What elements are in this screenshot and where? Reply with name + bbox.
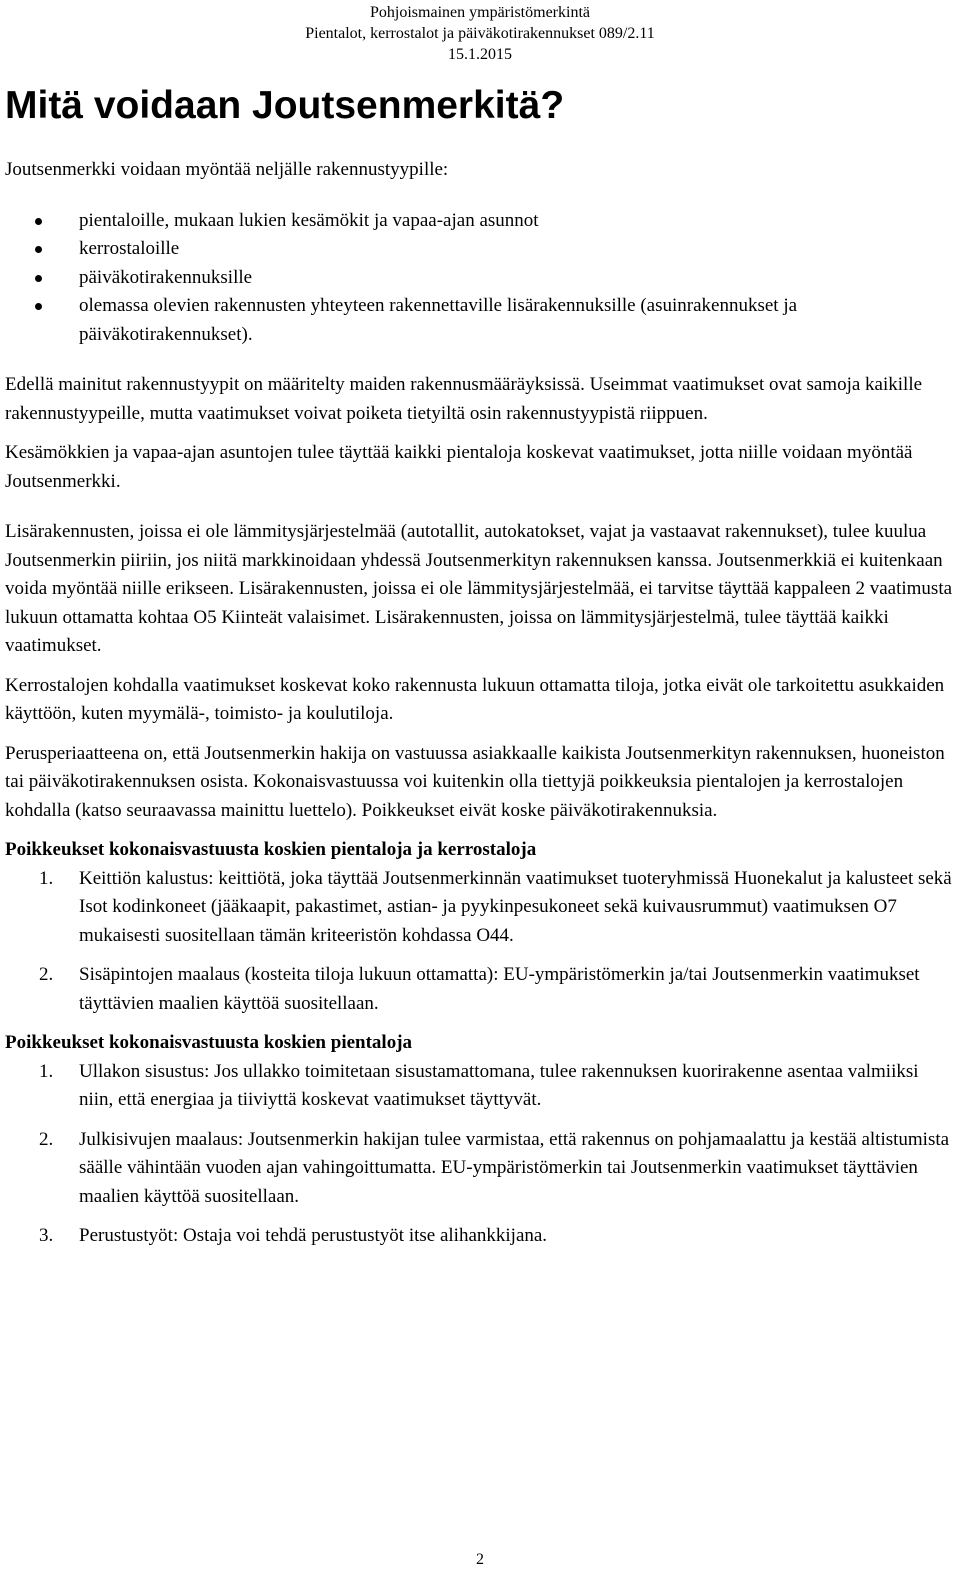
page-title: Mitä voidaan Joutsenmerkitä? — [5, 84, 565, 127]
exceptions-list-all — [5, 865, 955, 1019]
page-header — [250, 2, 710, 65]
building-types-list — [5, 207, 955, 350]
list-item-text: Ullakon sisustus: Jos ullakko toimitetaan sisustamattomana, tulee rakennuksen kuorirakenne asentaa valmiiksi niin, että energiaa ja tiiviyttä koskevat vaatimukset täyttyvät. — [79, 1060, 919, 1110]
intro-paragraph: Joutsenmerkki voidaan myöntää neljälle rakennustyypille: — [5, 159, 449, 180]
paragraph: Lisärakennusten, joissa ei ole lämmitysjärjestelmää (autotallit, autokatokset, vajat ja vastaavat rakennukset), tulee kuulua Joutsenmerkin piiriin, jos niitä markkinoidaan yhdessä Joutsenmerkityn rakennuksen kanssa. Joutsenmerkkiä ei kuitenkaan voida myöntää niille erikseen. Lisärakennusten, joissa ei ole lämmitysjärjestelmää, ei tarvitse täyttää kappaleen 2 vaatimusta lukuun ottamatta kohtaa O5 Kiinteät valaisimet. Lisärakennusten, joissa on lämmitysjärjestelmä, tulee täyttää kaikki vaatimukset. — [5, 521, 953, 656]
bullet-icon — [35, 303, 42, 310]
list-item-text: pientaloille, mukaan lukien kesämökit ja vapaa-ajan asunnot — [79, 209, 539, 231]
list-item-text: olemassa olevien rakennusten yhteyteen rakennettaville lisärakennuksille (asuinrakennukset ja päiväkotirakennukset). — [79, 295, 798, 345]
list-item-text: Julkisivujen maalaus: Joutsenmerkin hakijan tulee varmistaa, että rakennus on pohjamaalattu ja kestää altistumista säälle vähintään vuoden ajan vahingoittumatta. EU-ympäristömerkin tai Joutsenmerkin vaatimukset täyttävien maalien käyttöä suositellaan. — [79, 1128, 950, 1207]
exceptions-list-detached — [5, 1058, 955, 1251]
document-body — [5, 156, 955, 1262]
bullet-icon — [35, 275, 42, 282]
list-item — [5, 207, 955, 236]
header-date: 15.1.2015 — [448, 46, 512, 63]
list-item-text: päiväkotirakennuksille — [79, 266, 253, 288]
list-item-number: 2. — [39, 1128, 54, 1150]
list-item — [5, 1222, 955, 1251]
bullet-icon — [35, 246, 42, 253]
page-number: 2 — [476, 1551, 484, 1568]
list-item — [5, 1058, 955, 1115]
list-item — [5, 235, 955, 264]
list-item-number: 1. — [39, 867, 54, 889]
header-criteria-document: Pientalot, kerrostalot ja päiväkotirakennukset 089/2.11 — [305, 25, 655, 42]
list-item — [5, 961, 955, 1018]
list-item-text: Sisäpintojen maalaus (kosteita tiloja lukuun ottamatta): EU-ympäristömerkin ja/tai Joutsenmerkin vaatimukset täyttävien maalien käyttöä suositellaan. — [79, 964, 920, 1014]
list-item-number: 1. — [39, 1060, 54, 1082]
list-item-number: 2. — [39, 964, 54, 985]
list-item — [5, 1126, 955, 1212]
header-organization: Pohjoismainen ympäristömerkintä — [370, 4, 590, 21]
bullet-icon — [35, 218, 42, 225]
paragraph: Kesämökkien ja vapaa-ajan asuntojen tulee täyttää kaikki pientaloja koskevat vaatimukset, jotta niille voidaan myöntää Joutsenmerkki. — [5, 442, 913, 492]
section-heading: Poikkeukset kokonaisvastuusta koskien pientaloja — [5, 1032, 413, 1053]
paragraph: Edellä mainitut rakennustyypit on määritelty maiden rakennusmääräyksissä. Useimmat vaatimukset ovat samoja kaikille rakennustyypeille, mutta vaatimukset voivat poiketa tietyiltä osin rakennustyypistä riippuen. — [5, 374, 923, 424]
list-item-text: Perustustyöt: Ostaja voi tehdä perustustyöt itse alihankkijana. — [79, 1225, 548, 1246]
list-item — [5, 292, 955, 349]
list-item — [5, 264, 955, 293]
list-item — [5, 865, 955, 951]
paragraph: Kerrostalojen kohdalla vaatimukset koskevat koko rakennusta lukuun ottamatta tiloja, jotka eivät ole tarkoitettu asukkaiden käyttöön, kuten myymälä-, toimisto- ja koulutiloja. — [5, 674, 945, 724]
paragraph: Perusperiaatteena on, että Joutsenmerkin hakija on vastuussa asiakkaalle kaikista Joutsenmerkityn rakennuksen, huoneiston tai päiväkotirakennuksen osista. Kokonaisvastuussa voi kuitenkin olla tiettyjä poikkeuksia pientalojen ja kerrostalojen kohdalla (katso seuraavassa mainittu luettelo). Poikkeukset eivät koske päiväkotirakennuksia. — [5, 742, 945, 821]
list-item-text: Keittiön kalustus: keittiötä, joka täyttää Joutsenmerkinnän vaatimukset tuoteryhmissä Huonekalut ja kalusteet sekä Isot kodinkoneet (jääkaapit, pakastimet, astian- ja pyykinpesukoneet sekä kuivausrummut) vaatimuksen O7 mukaisesti suositellaan tämän kriteeristön kohdassa O44. — [79, 867, 952, 946]
list-item-text: kerrostaloille — [79, 238, 180, 259]
section-heading: Poikkeukset kokonaisvastuusta koskien pientaloja ja kerrostaloja — [5, 839, 537, 860]
list-item-number: 3. — [39, 1225, 54, 1246]
